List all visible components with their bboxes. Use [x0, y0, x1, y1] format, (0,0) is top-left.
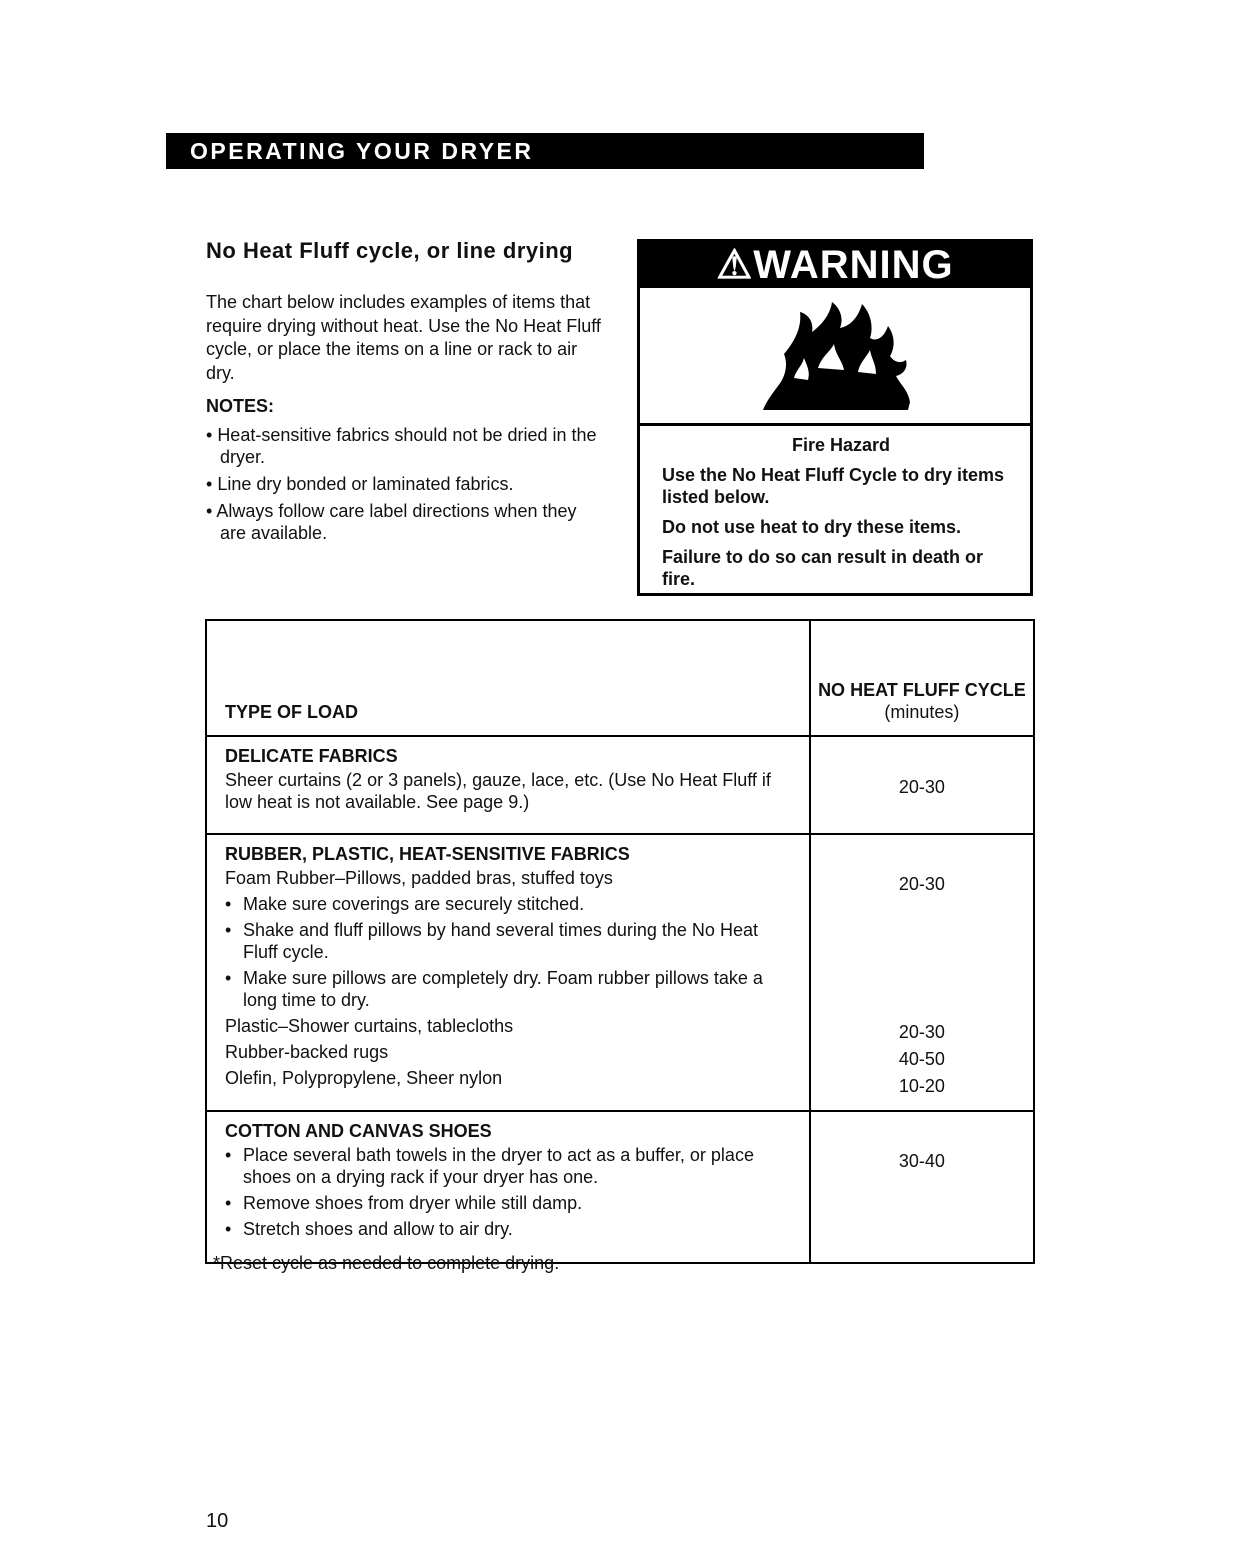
bullet-list: [225, 1144, 791, 1240]
load-description: Olefin, Polypropylene, Sheer nylon: [225, 1068, 503, 1088]
note-item: • Always follow care label directions when they are available.: [206, 500, 606, 544]
minutes-cell: [810, 736, 1034, 834]
no-heat-fluff-header: [810, 620, 1034, 736]
category-title: DELICATE FABRICS: [225, 746, 398, 766]
list-item: • Place several bath towels in the dryer to act as a buffer, or place shoes on a drying rack if your dryer has one.: [225, 1144, 791, 1188]
list-item: • Make sure pillows are completely dry. Foam rubber pillows take a long time to dry.: [225, 967, 791, 1011]
minutes-value: 40-50: [898, 1049, 945, 1069]
minutes-value: 20-30: [898, 874, 945, 894]
header-title: OPERATING YOUR DRYER: [190, 138, 534, 164]
category-title: RUBBER, PLASTIC, HEAT-SENSITIVE FABRICS: [225, 844, 630, 864]
section-title: No Heat Fluff cycle, or line drying: [206, 238, 574, 263]
table-row: [206, 834, 1034, 1111]
bullet-list: [225, 893, 791, 1011]
warning-icon-area: [640, 288, 1030, 426]
load-description: Foam Rubber–Pillows, padded bras, stuffed toys: [225, 868, 613, 888]
notes-list: [206, 424, 606, 549]
page-number: 10: [206, 1510, 229, 1532]
minutes-value: 10-20: [898, 1076, 945, 1096]
list-item: • Stretch shoes and allow to air dry.: [225, 1218, 791, 1240]
type-of-load-header: TYPE OF LOAD: [206, 620, 810, 736]
load-description: Plastic–Shower curtains, tablecloths: [225, 1016, 514, 1036]
intro-paragraph: The chart below includes examples of items that require drying without heat. Use the No Heat Fluff cycle, or place the items on a line or rack to air dry.: [206, 292, 601, 383]
minutes-label: (minutes): [884, 702, 960, 722]
section-header-bar: [166, 133, 924, 169]
fire-icon: [758, 298, 918, 418]
list-item: • Make sure coverings are securely stitched.: [225, 893, 791, 915]
minutes-value: 30-40: [898, 1151, 945, 1171]
category-title: COTTON AND CANVAS SHOES: [225, 1121, 492, 1141]
warning-line: Use the No Heat Fluff Cycle to dry items listed below.: [662, 465, 1005, 507]
load-description: Rubber-backed rugs: [225, 1042, 389, 1062]
notes-title: NOTES:: [206, 396, 275, 416]
minutes-value: 20-30: [898, 777, 945, 797]
note-item: • Line dry bonded or laminated fabrics.: [206, 473, 606, 495]
hazard-label: Fire Hazard: [791, 435, 891, 455]
load-description: Sheer curtains (2 or 3 panels), gauze, lace, etc. (Use No Heat Fluff if low heat is not available. See page 9.): [225, 770, 771, 812]
list-item: • Shake and fluff pillows by hand several times during the No Heat Fluff cycle.: [225, 919, 791, 963]
footnote: *Reset cycle as needed to complete drying.: [213, 1253, 560, 1273]
minutes-cell: [810, 1111, 1034, 1263]
warning-text: [640, 426, 1030, 590]
table-row: [206, 736, 1034, 834]
rubber-cell: [206, 834, 810, 1111]
minutes-value: 20-30: [898, 1022, 945, 1042]
list-item: • Remove shoes from dryer while still damp.: [225, 1192, 791, 1214]
load-table: [205, 619, 1035, 1264]
warning-box: [637, 239, 1033, 596]
shoes-cell: [206, 1111, 810, 1263]
table-header-row: [206, 620, 1034, 736]
warning-title: ⚠WARNING: [716, 243, 954, 287]
warning-line: Do not use heat to dry these items.: [662, 517, 962, 537]
warning-header: [640, 242, 1030, 288]
delicate-cell: [206, 736, 810, 834]
no-heat-fluff-title: NO HEAT FLUFF CYCLE: [818, 680, 1026, 700]
table-row: [206, 1111, 1034, 1263]
warning-line: Failure to do so can result in death or fire.: [662, 547, 984, 589]
minutes-cell: [810, 834, 1034, 1111]
note-item: • Heat-sensitive fabrics should not be dried in the dryer.: [206, 424, 606, 468]
